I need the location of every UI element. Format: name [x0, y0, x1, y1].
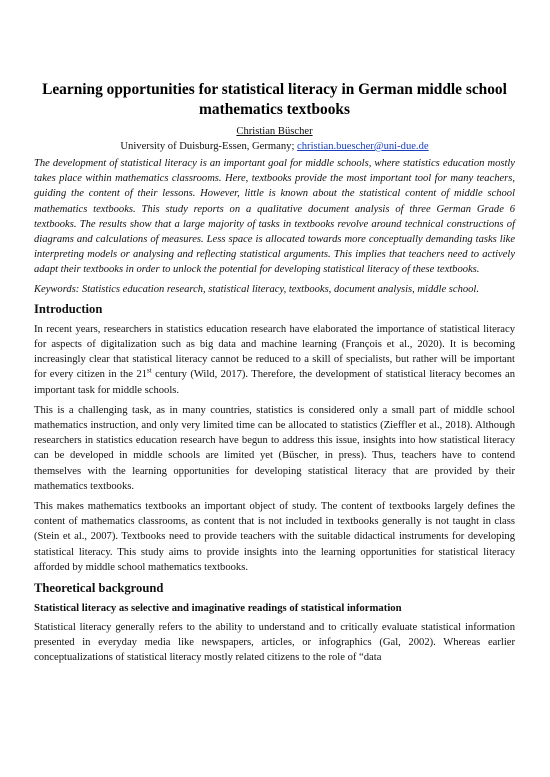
background-paragraph-1: Statistical literacy generally refers to the ability to understand and to critically evaluate statistical information presented in everyday media like newspapers, articles, or infographics (Gal, 2002). Whereas earlier conceptualizations of statistical literacy mostly related citizens to the role of “data — [34, 622, 515, 664]
keywords: Keywords: Statistics education research, statistical literacy, textbooks, document analysis, middle school. — [34, 283, 479, 295]
introduction-paragraph-2: This is a challenging task, as in many countries, statistics is considered only a small part of middle school mathematics instruction, and only very limited time can be allocated to statistics (Zieffler et al., 2018). Although researchers in statistics education research have begun to address this issue, insights into how statistical literacy can be developed in middle schools are limited yet (Büscher, in press). Thus, teachers have to contend themselves with the learning opportunities for developing statistical literacy that are provided by their mathematics textbooks. — [34, 404, 515, 492]
theoretical-background-heading: Theoretical background — [34, 581, 164, 596]
superscript-st: st — [147, 366, 152, 375]
introduction-paragraph-3: This makes mathematics textbooks an important object of study. The content of textbooks largely defines the content of mathematics classrooms, as content that is not included in textbooks generally is not taught in class (Stein et al., 2007). Textbooks need to provide teachers with the suitable didactical instruments for developing statistical literacy. This study aims to provide insights into the learning opportunities for statistical literacy afforded by middle school mathematics textbooks. — [34, 501, 515, 573]
introduction-heading: Introduction — [34, 301, 103, 316]
abstract: The development of statistical literacy is an important goal for middle schools, where statistics education mostly takes place within mathematics classrooms. Here, textbooks provide the most important tool for many teachers, guiding the content of their lessons. However, little is known about the statistical content of middle school mathematics textbooks. This study reports on a qualitative document analysis of three German Grade 6 textbooks. The results show that a large majority of tasks in textbooks revolve around technical constructions of diagrams and calculations of measures. Less space is allocated towards more conceptually demanding tasks like interpreting models or analysing and reflecting statistical arguments. This implies that teachers need to actively adapt their textbooks in order to unlock the potential for developing statistical literacy of these textbooks. — [34, 158, 515, 276]
paper-title: Learning opportunities for statistical literacy in German middle school mathematics textbooks — [42, 81, 507, 118]
introduction-paragraph-1 — [34, 322, 515, 398]
affiliation-line — [34, 139, 515, 154]
subsection-heading: Statistical literacy as selective and imaginative readings of statistical information — [34, 602, 402, 615]
introduction-paragraph-1-text-a: In recent years, researchers in statistics education research have elaborated the importance of statistical literacy for aspects of digitalization such as big data and machine learning (François et al., 2020). It is becoming increasingly clear that statistical literacy cannot be reduced to a skill of specialists, but rather will be important for every citizen in the 21 — [34, 323, 515, 381]
author-name: Christian Büscher — [236, 126, 313, 137]
introduction-paragraph-1-text-b: century (Wild, 2017). Therefore, the development of statistical literacy becomes an important task for middle schools. — [34, 369, 515, 396]
affiliation-text: University of Duisburg-Essen, Germany; — [120, 141, 298, 152]
author-email-link[interactable]: christian.buescher@uni-due.de — [297, 141, 429, 152]
paper-page — [34, 80, 515, 671]
